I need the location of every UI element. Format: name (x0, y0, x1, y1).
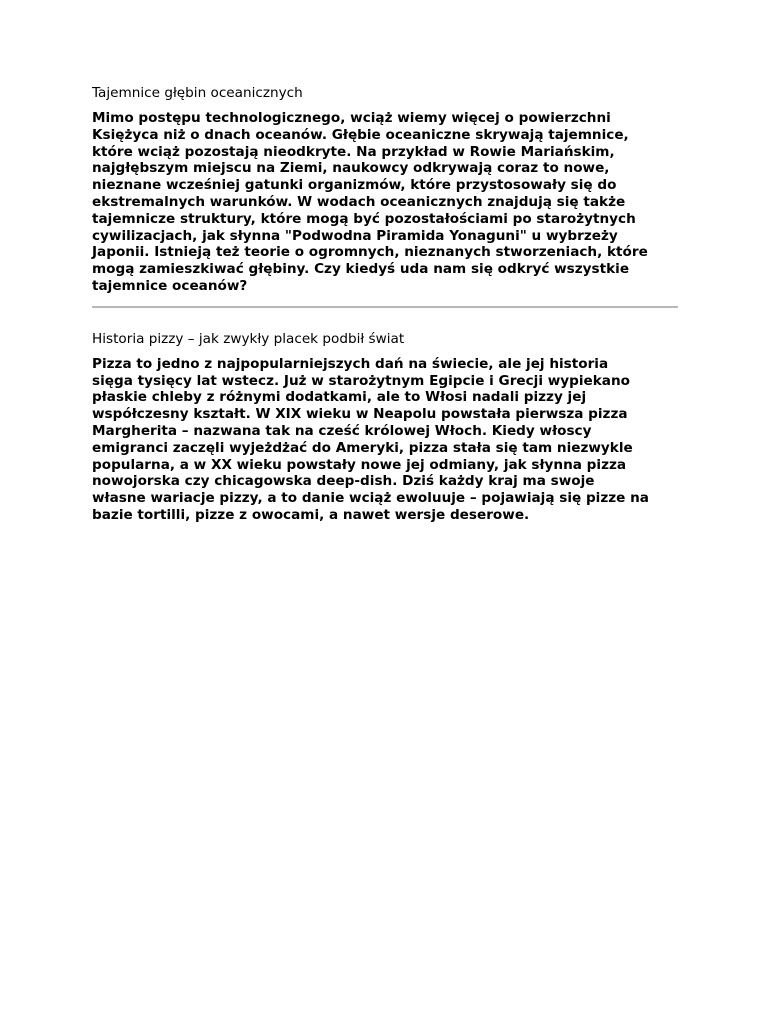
document-page (92, 84, 678, 524)
article-oceans (92, 84, 678, 295)
article-title: Tajemnice głębin oceanicznych (92, 85, 303, 101)
article-pizza (92, 330, 678, 524)
article-title: Historia pizzy – jak zwykły placek podbił świat (92, 330, 405, 347)
article-body: Mimo postępu technologicznego, wciąż wiemy więcej o powierzchni Księżyca niż o dnach oceanów. Głębie oceaniczne skrywają tajemnice, które wciąż pozostają nieodkryte. Na przykład w Rowie Mariańskim, najgłębszym miejscu na Ziemi, naukowcy odkrywają coraz to nowe, nieznane wcześniej gatunki organizmów, które przystosowały się do ekstremalnych warunków. W wodach oceanicznych znajdują się także tajemnicze struktury, które mogą być pozostałościami po starożytnych cywilizacjach, jak słynna "Podwodna Piramida Yonaguni" u wybrzeży Japonii. Istnieją też teorie o ogromnych, nieznanych stworzeniach, które mogą zamieszkiwać głębiny. Czy kiedyś uda nam się odkryć wszystkie tajemnice oceanów? (92, 110, 648, 294)
article-body: Pizza to jedno z najpopularniejszych dań na świecie, ale jej historia sięga tysięcy lat wstecz. Już w starożytnym Egipcie i Grecji wypiekano płaskie chleby z różnymi dodatkami, ale to Włosi nadali pizzy jej współczesny kształt. W XIX wieku w Neapolu powstała pierwsza pizza Margherita – nazwana tak na cześć królowej Włoch. Kiedy włoscy emigranci zaczęli wyjeżdżać do Ameryki, pizza stała się tam niezwykle popularna, a w XX wieku powstały nowe jej odmiany, jak słynna pizza nowojorska czy chicagowska deep-dish. Dziś każdy kraj ma swoje własne wariacje pizzy, a to danie wciąż ewoluuje – pojawiają się pizze na bazie tortilli, pizze z owocami, a nawet wersje deserowe. (92, 355, 649, 523)
section-divider (92, 306, 678, 308)
